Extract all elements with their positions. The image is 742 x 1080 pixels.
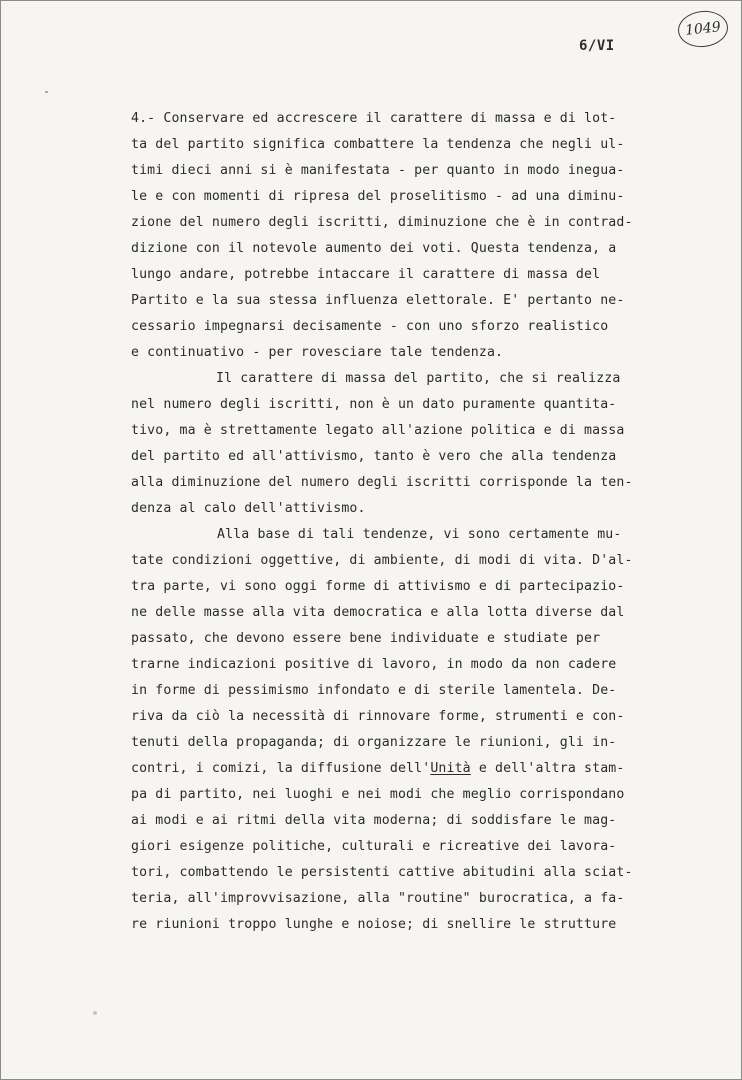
text-line: ta del partito significa combattere la tendenza che negli ul- (131, 137, 625, 152)
text-line: riva da ciò la necessità di rinnovare forme, strumenti e con- (131, 709, 625, 724)
text-line: ne delle masse alla vita democratica e alla lotta diverse dal (131, 605, 625, 620)
text-line: passato, che devono essere bene individuate e studiate per (131, 631, 601, 646)
text-line: tenuti della propaganda; di organizzare le riunioni, gli in- (131, 735, 617, 750)
text-line: trarne indicazioni positive di lavoro, in modo da non cadere (131, 657, 617, 672)
text-line: Il carattere di massa del partito, che si realizza (216, 371, 621, 386)
text-line: le e con momenti di ripresa del proselitismo - ad una diminu- (131, 189, 625, 204)
archive-number-text: 1049 (684, 19, 722, 39)
text-line: timi dieci anni si è manifestata - per quanto in modo inegua- (131, 163, 625, 178)
text-line: alla diminuzione del numero degli iscritti corrisponde la ten- (131, 475, 633, 490)
text-line: zione del numero degli iscritti, diminuzione che è in contrad- (131, 215, 633, 230)
text-line: 4.- Conservare ed accrescere il carattere di massa e di lot- (131, 111, 617, 126)
text-line: tra parte, vi sono oggi forme di attivismo e di partecipazio- (131, 579, 625, 594)
text-line: Alla base di tali tendenze, vi sono certamente mu- (217, 527, 622, 542)
text-line: giori esigenze politiche, culturali e ricreative dei lavora- (131, 839, 617, 854)
text-line: e continuativo - per rovesciare tale tendenza. (131, 345, 504, 360)
text-line (131, 761, 624, 777)
text-line: nel numero degli iscritti, non è un dato puramente quantita- (131, 397, 617, 412)
text-line: lungo andare, potrebbe intaccare il carattere di massa del (131, 267, 601, 282)
text-segment: contri, i comizi, la diffusione dell' (131, 761, 431, 776)
newspaper-title-underlined: Unità (430, 761, 471, 776)
text-line: Partito e la sua stessa influenza elettorale. E' pertanto ne- (131, 293, 625, 308)
text-line: in forme di pessimismo infondato e di sterile lamentela. De- (131, 683, 617, 698)
text-line: pa di partito, nei luoghi e nei modi che meglio corrispondano (131, 787, 625, 802)
text-line: del partito ed all'attivismo, tanto è vero che alla tendenza (131, 449, 617, 464)
body-text (1, 1, 741, 1079)
text-segment: e dell'altra stam- (470, 761, 625, 776)
text-line: teria, all'improvvisazione, alla "routine" burocratica, a fa- (131, 891, 625, 906)
text-line: re riunioni troppo lunghe e noiose; di snellire le strutture (131, 917, 617, 932)
text-line: tate condizioni oggettive, di ambiente, di modi di vita. D'al- (131, 553, 633, 568)
text-line: cessario impegnarsi decisamente - con uno sforzo realistico (131, 319, 609, 334)
text-line: tori, combattendo le persistenti cattive abitudini alla sciat- (131, 865, 633, 880)
page-number: 6/VI (579, 38, 615, 54)
text-line: tivo, ma è strettamente legato all'azione politica e di massa (131, 423, 625, 438)
text-line: ai modi e ai ritmi della vita moderna; di soddisfare le mag- (131, 813, 617, 828)
text-line: dizione con il notevole aumento dei voti. Questa tendenza, a (131, 241, 617, 256)
text-line: denza al calo dell'attivismo. (131, 501, 366, 516)
